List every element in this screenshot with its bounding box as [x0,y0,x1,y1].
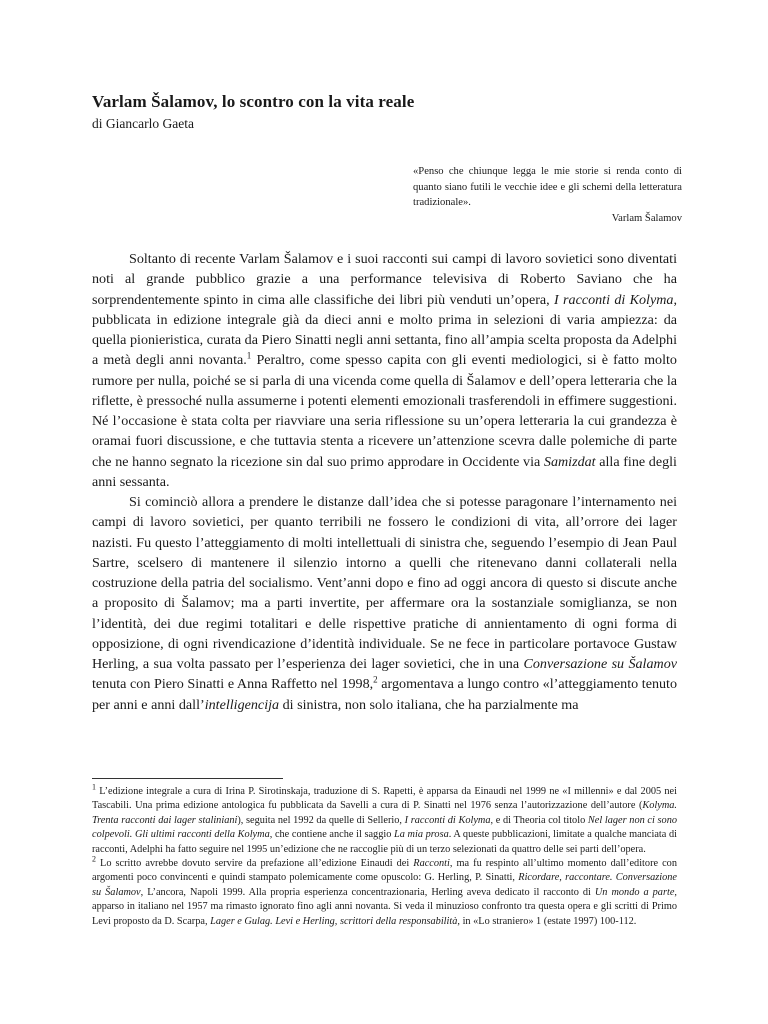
book-title: Racconti [413,858,450,870]
text-run: , che contiene anche il saggio [269,829,395,841]
footnote-divider [92,778,283,779]
text-run: Peraltro, come spesso capita con gli eventi mediologici, si è fatto molto rumore per nulla, poiché se si parla di una vicenda come quella di Šalamov e dell’opera letteraria che la riflette, è pressoché nulla assumerne i potenti elementi emozionali trasferendoli in effimere suggestioni. Né l’occasione è stata colta per riavviare una seria riflessione su un’opera letteraria la cui grandezza è oramai fuori discussione, e che tuttavia stenta a ricevere un’attenzione scevra dalle polemiche di parte che ne hanno segnato la ricezione sin dal suo primo approdare in Occidente via [92,352,677,470]
book-title: Kolyma. Trenta racconti dai lager staliniani [92,800,677,826]
italic-term: intelligencija [204,696,280,713]
italic-term: Samizdat [543,453,596,470]
text-run: tenuta con Piero Sinatti e Anna Raffetto nel 1998, [92,676,374,693]
text-run: , L’ancora, Napoli 1999. Alla propria esperienza concentrazionaria, Herling aveva dedicato il racconto di [140,886,595,898]
text-run: , pubblicata in edizione integrale già da dieci anni e molto prima in selezioni di varia ampiezza: da quella pionieristica, curata da Piero Sinatti negli anni settanta, fino all’ampia scelta proposta da Adelphi a metà degli anni novanta. [92,291,677,369]
text-run: , in «Lo straniero» 1 (estate 1997) 100-112. [457,915,637,927]
text-run: , e di Theoria col titolo [490,814,588,826]
text-run: Si cominciò allora a prendere le distanze dall’idea che si potesse paragonare l’internamento nei campi di lavoro sovietici, per quanto terribili ne fossero le condizioni di vita, all’orrore dei lager nazisti. Fu questo l’atteggiamento di molti intellettuali di sinistra che, seguendo l’esempio di Jean Paul Sartre, scelsero di mantenere il silenzio intorno a quelli che ritenevano danni collaterali nella costruzione della patria del socialismo. Vent’anni dopo e fino ad oggi ancora di questo si discute anche a proposito di Šalamov; ma a parti invertite, per affermare ora la sostanziale somiglianza, se non l’identità, dei due regimi totalitari e delle rispettive pratiche di annientamento di ogni forma di opposizione, di ogni rivendicazione d’identità individuale. Se ne fece in particolare portavoce Gustaw Herling, a sua volta passato per l’esperienza dei lager sovietici, che in una [92,494,677,672]
book-title: I racconti di Kolyma [554,291,674,308]
text-run: ), seguita nel 1992 da quelle di Sellerio, [237,814,405,826]
text-run: di sinistra, non solo italiana, che ha parzialmente ma [279,696,579,713]
text-run: L’edizione integrale a cura di Irina P. Sirotinskaja, traduzione di S. Rapetti, è apparsa da Einaudi nel 1999 ne «I millenni» e dal 2005 nei Tascabili. Una prima edizione antologica fu pubblicata da Savelli a cura di P. Sinatti nel 1976 senza l’autorizzazione dell’autore ( [92,786,677,812]
book-title: I racconti di Kolyma [404,814,491,826]
article-body [92,249,677,715]
book-title: Nel lager non ci sono colpevoli. Gli ultimi racconti della Kolyma [92,814,677,841]
text-run: alla fine degli anni sessanta. [92,453,677,490]
epigraph-attribution: Varlam Šalamov [611,212,682,224]
footnote-number: 2 [92,854,96,864]
footnote-2 [92,854,677,929]
footnote-1 [92,782,677,857]
body-paragraph-2 [92,492,677,715]
text-run: Lo scritto avrebbe dovuto servire da prefazione all’edizione Einaudi dei [96,858,414,870]
book-title: La mia prosa [394,829,449,841]
article-author: di Giancarlo Gaeta [92,116,194,131]
epigraph [413,164,682,226]
footnote-ref-2: 2 [373,674,378,685]
article-title: Varlam Šalamov, lo scontro con la vita reale [92,92,415,111]
book-title: Lager e Gulag. Levi e Herling, scrittori della responsabilità [210,915,458,927]
text-run: argomentava a lungo contro «l’atteggiamento tenuto per anni e anni dall’ [92,676,678,713]
body-paragraph-1 [92,249,677,492]
footnotes [92,782,677,929]
footnote-number: 1 [92,782,96,792]
book-title: Ricordare, raccontare. Conversazione su Šalamov [92,872,677,898]
footnote-ref-1: 1 [246,350,252,361]
epigraph-quote: «Penso che chiunque legga le mie storie si renda conto di quanto siano futili le vecchie idee e gli schemi della letteratura tradizionale». [413,166,682,208]
text-run: . A queste pubblicazioni, limitate a qualche manciata di racconti, Adelphi ha fatto seguire nel 1995 un’edizione che ne raccoglie più di un terzo selezionati da quattro delle sei parti dell’opera. [92,829,677,855]
book-title: Un mondo a parte [594,886,675,898]
text-run: , apparso in italiano nel 1957 ma rimasto ignorato fino agli anni novanta. Si veda il minuzioso confronto tra questa opera e gli scritti di Primo Levi proposto da D. Scarpa, [92,886,677,927]
book-title: Conversazione su Šalamov [523,656,677,672]
text-run: Soltanto di recente Varlam Šalamov e i suoi racconti sui campi di lavoro sovietici sono diventati noti al grande pubblico grazie a una performance televisiva di Roberto Saviano che ha sorprendentemente spinto in cima alle classifiche dei libri più venduti un’opera, [92,251,677,308]
text-run: , ma fu respinto all’ultimo momento dall’editore con argomenti poco convincenti e quindi stampato polemicamente come opuscolo: G. Herling, P. Sinatti, [92,858,677,884]
